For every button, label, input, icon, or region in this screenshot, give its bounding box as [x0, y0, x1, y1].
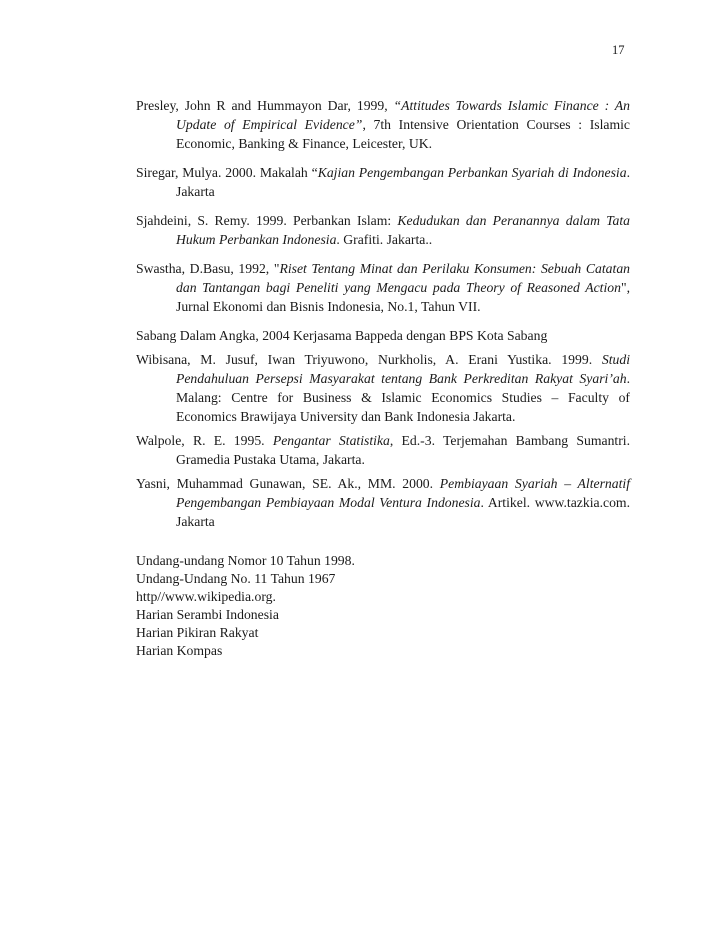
- reference-title-italic: Kedudukan dan Peranannya dalam Tata Hukum Perbankan Indonesia: [176, 213, 630, 247]
- reference-text: Sabang Dalam Angka, 2004 Kerjasama Bappeda dengan BPS Kota Sabang: [136, 328, 548, 343]
- reference-text: . Malang: Centre for Business & Islamic Economics Studies – Faculty of Economics Brawijaya University dan Bank Indonesia Jakarta.: [176, 371, 630, 424]
- reference-title-italic: Studi Pendahuluan Persepsi Masyarakat tentang Bank Perkreditan Rakyat Syari’ah: [176, 352, 630, 386]
- reference-text: Presley, John R and Hummayon Dar, 1999,: [136, 98, 394, 113]
- reference-text: . Jakarta: [176, 165, 630, 199]
- reference-title-italic: Riset Tentang Minat dan Perilaku Konsumen: Sebuah Catatan dan Tantangan bagi Peneliti yang Mengacu pada Theory of Reasoned Action: [176, 261, 631, 295]
- reference-text: , 7th Intensive Orientation Courses : Islamic Economic, Banking & Finance, Leicester, UK.: [176, 117, 630, 151]
- reference-title-italic: “Attitudes Towards Islamic Finance : An Update of Empirical Evidence”: [176, 98, 630, 132]
- source-list-item: Undang-Undang No. 11 Tahun 1967: [136, 571, 336, 586]
- reference-list: [136, 96, 630, 660]
- reference-entry: [136, 211, 630, 249]
- source-list-item: Undang-undang Nomor 10 Tahun 1998.: [136, 553, 355, 568]
- reference-entry: [136, 431, 630, 469]
- reference-text: Yasni, Muhammad Gunawan, SE. Ak., MM. 2000.: [136, 476, 440, 491]
- source-list-item: Harian Kompas: [136, 643, 223, 658]
- reference-text: Walpole, R. E. 1995.: [136, 433, 273, 448]
- reference-entry: [136, 96, 630, 153]
- source-list: [136, 552, 630, 660]
- reference-text: Sjahdeini, S. Remy. 1999. Perbankan Islam:: [136, 213, 398, 228]
- page-number: 17: [612, 43, 625, 57]
- source-list-item: http//www.wikipedia.org.: [136, 589, 276, 604]
- reference-text: Swastha, D.Basu, 1992, ": [136, 261, 280, 276]
- reference-entry: [136, 259, 630, 316]
- reference-text: . Grafiti. Jakarta..: [336, 232, 433, 247]
- reference-entry: [136, 326, 630, 345]
- reference-text: , Ed.-3. Terjemahan Bambang Sumantri. Gramedia Pustaka Utama, Jakarta.: [176, 433, 631, 467]
- reference-entry: [136, 350, 630, 426]
- reference-title-italic: Kajian Pengembangan Perbankan Syariah di Indonesia: [317, 165, 627, 180]
- reference-text: . Artikel. www.tazkia.com. Jakarta: [176, 495, 630, 529]
- reference-text: ", Jurnal Ekonomi dan Bisnis Indonesia, No.1, Tahun VII.: [176, 280, 630, 314]
- reference-title-italic: Pembiayaan Syariah – Alternatif Pengembangan Pembiayaan Modal Ventura Indonesia: [176, 476, 631, 510]
- reference-entry: [136, 474, 630, 531]
- reference-title-italic: Pengantar Statistika: [272, 433, 390, 448]
- reference-entry: [136, 163, 630, 201]
- reference-text: Wibisana, M. Jusuf, Iwan Triyuwono, Nurkholis, A. Erani Yustika. 1999.: [136, 352, 602, 367]
- reference-text: Siregar, Mulya. 2000. Makalah “: [136, 165, 318, 180]
- source-list-item: Harian Pikiran Rakyat: [136, 625, 259, 640]
- source-list-item: Harian Serambi Indonesia: [136, 607, 279, 622]
